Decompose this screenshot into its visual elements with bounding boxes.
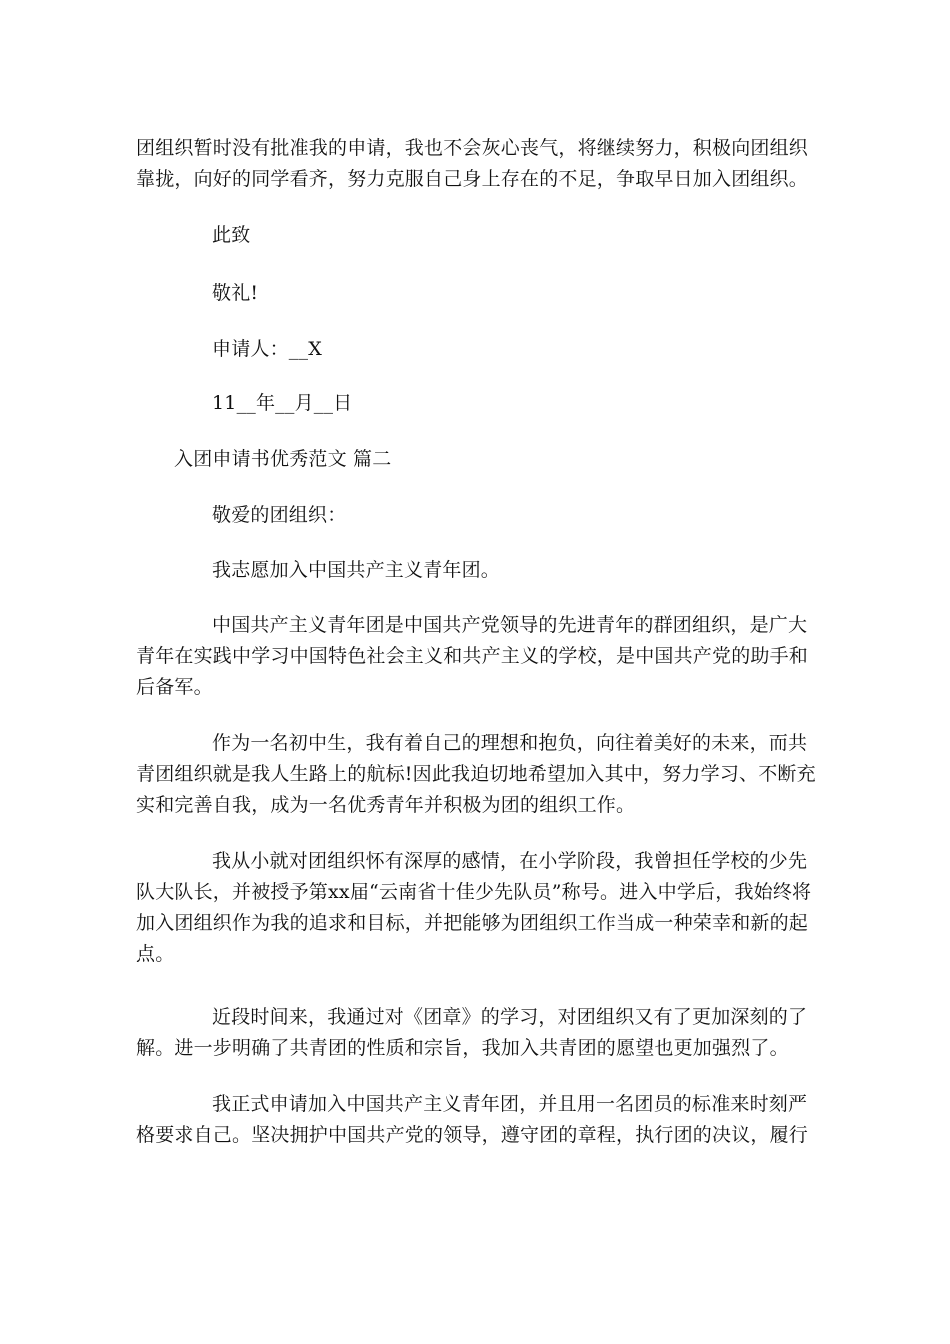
body-paragraph: 作为一名初中生，我有着自己的理想和抱负，向往着美好的未来，而共青团组织就是我人生路上的航标!因此我迫切地希望加入其中，努力学习、不断充实和完善自我，成为一名优秀青年并积极为团的组织工作。 (136, 732, 816, 816)
closing-salutation: 此致 (212, 224, 251, 246)
closing-respect: 敬礼! (212, 282, 259, 304)
body-paragraph: 我从小就对团组织怀有深厚的感情，在小学阶段，我曾担任学校的少先队大队长，并被授予第xx届“云南省十佳少先队员”称号。进入中学后，我始终将加入团组织作为我的追求和目标，并把能够为团组织工作当成一种荣幸和新的起点。 (136, 850, 812, 965)
greeting-line: 敬爱的团组织： (212, 504, 347, 526)
applicant-line: 申请人：__X (212, 338, 322, 360)
paragraph-continuation: 团组织暂时没有批准我的申请，我也不会灰心丧气，将继续努力，积极向团组织靠拢，向好的同学看齐，努力克服自己身上存在的不足，争取早日加入团组织。 (136, 137, 809, 190)
opening-statement: 我志愿加入中国共产主义青年团。 (212, 559, 501, 581)
body-paragraph: 我正式申请加入中国共产主义青年团，并且用一名团员的标准来时刻严格要求自己。坚决拥护中国共产党的领导，遵守团的章程，执行团的决议，履行 (136, 1093, 809, 1146)
body-paragraph: 中国共产主义青年团是中国共产党领导的先进青年的群团组织，是广大青年在实践中学习中国特色社会主义和共产主义的学校，是中国共产党的助手和后备军。 (136, 614, 809, 698)
body-paragraph: 近段时间来，我通过对《团章》的学习，对团组织又有了更加深刻的了解。进一步明确了共青团的性质和宗旨，我加入共青团的愿望也更加强烈了。 (136, 1006, 808, 1059)
section-heading: 入团申请书优秀范文 篇二 (174, 448, 392, 470)
date-line: 11__年__月__日 (212, 392, 353, 414)
